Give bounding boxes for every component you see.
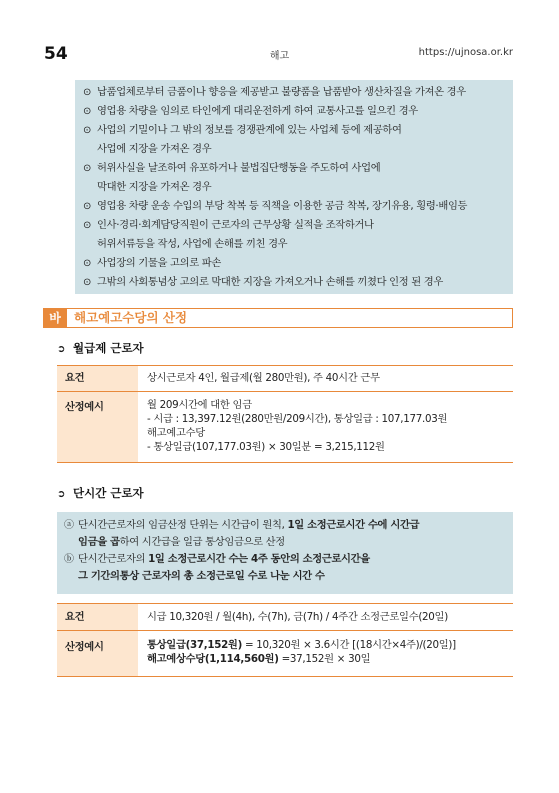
list-item-text: 사업장의 기물을 고의로 파손: [97, 257, 221, 269]
site-url[interactable]: https://ujnosa.or.kr: [418, 47, 513, 58]
monthly-heading: [57, 340, 144, 356]
hourly-table: [57, 603, 513, 677]
note-bold-text: 임금을 곱: [78, 536, 120, 548]
table-row: [57, 366, 513, 392]
circled-dot-bullet-icon: ⊙: [83, 258, 92, 269]
example-text: =37,152원 × 30일: [278, 653, 371, 665]
example-value: [138, 392, 513, 463]
example-label: 산정예시: [57, 392, 138, 463]
example-line: - 통상일급(107,177.03원) × 30일분 = 3,215,112원: [147, 441, 385, 453]
circled-dot-bullet-icon: ⊙: [83, 106, 92, 117]
arrow-bullet-icon: ➲: [57, 489, 66, 500]
page-number: 54: [44, 44, 68, 64]
condition-value: 상시근로자 4인, 월급제(월 280만원), 주 40시간 근무: [138, 366, 513, 392]
example-bold-text: 통상일급(37,152원): [147, 639, 242, 651]
dismissal-grounds-box: [75, 80, 513, 294]
circled-a-icon: ⓐ: [64, 520, 74, 531]
circled-dot-bullet-icon: ⊙: [83, 125, 92, 136]
example-text: = 10,320원 × 3.6시간 [(18시간×4주)/(20일)]: [241, 639, 456, 651]
hourly-heading: [57, 485, 144, 501]
list-item-text: 사업에 지장을 가져온 경우: [97, 143, 212, 155]
list-item-text: 영업용 차량을 임의로 타인에게 대리운전하게 하여 교통사고를 일으킨 경우: [97, 105, 418, 117]
note-bold-text: 그 기간의통상 근로자의 총 소정근로일 수로 나눈 시간 수: [78, 570, 325, 582]
list-item: [64, 551, 513, 585]
list-item: [83, 254, 513, 273]
note-text: 하여 시간급을 일급 통상임금으로 산정: [119, 536, 285, 548]
condition-label: 요건: [57, 604, 138, 631]
arrow-bullet-icon: ➲: [57, 344, 66, 355]
list-item: [83, 273, 513, 292]
list-item-text: 영업용 차량 운송 수입의 부당 착복 등 직책을 이용한 공금 착복, 장기유용, 횡령·배임등: [97, 200, 468, 212]
list-item-text: 허위사실을 날조하여 유포하거나 불법집단행동을 주도하여 사업에: [97, 162, 381, 174]
example-label: 산정예시: [57, 631, 138, 677]
list-item: [83, 197, 513, 216]
list-item: [64, 517, 513, 551]
condition-value: 시급 10,320원 / 월(4h), 수(7h), 금(7h) / 4주간 소정근로일수(20일): [138, 604, 513, 631]
section-title: 해고예고수당의 산정: [74, 310, 188, 325]
list-item: [83, 121, 513, 159]
circled-dot-bullet-icon: ⊙: [83, 163, 92, 174]
monthly-heading-text: 월급제 근로자: [73, 341, 144, 355]
list-item-text: 그밖의 사회통념상 고의로 막대한 지장을 가져오거나 손해를 끼쳤다 인정 된 경우: [97, 276, 443, 288]
note-text: 단시간근로자의: [78, 553, 149, 565]
monthly-table: [57, 365, 513, 463]
example-line: - 시급 : 13,397.12원(280만원/209시간), 통상일급 : 107,177.03원: [147, 413, 448, 425]
example-value: [138, 631, 513, 677]
section-badge: 바: [43, 308, 67, 328]
hourly-notes-box: [57, 512, 513, 594]
note-bold-text: 1일 소정근로시간 수에 시간급: [287, 519, 420, 531]
table-row: [57, 392, 513, 463]
list-item: [83, 216, 513, 254]
circled-dot-bullet-icon: ⊙: [83, 201, 92, 212]
list-item: [83, 159, 513, 197]
list-item: [83, 102, 513, 121]
circled-dot-bullet-icon: ⊙: [83, 277, 92, 288]
circled-dot-bullet-icon: ⊙: [83, 87, 92, 98]
example-bold-text: 해고예상수당(1,114,560원): [147, 653, 279, 665]
table-row: [57, 631, 513, 677]
list-item: [83, 83, 513, 102]
note-bold-text: 1일 소정근로시간 수는 4주 동안의 소정근로시간을: [148, 553, 370, 565]
list-item-text: 인사·경리·회계담당직원이 근로자의 근무상황 실적을 조작하거나: [97, 219, 374, 231]
example-line: 해고예고수당: [147, 427, 205, 439]
list-item-text: 막대한 지장을 가져온 경우: [97, 181, 212, 193]
table-row: [57, 604, 513, 631]
list-item-text: 사업의 기밀이나 그 밖의 정보를 경쟁관계에 있는 사업체 등에 제공하여: [97, 124, 402, 136]
circled-dot-bullet-icon: ⊙: [83, 220, 92, 231]
list-item-text: 허위서류등을 작성, 사업에 손해를 끼친 경우: [97, 238, 288, 250]
page-header: [0, 44, 559, 64]
condition-label: 요건: [57, 366, 138, 392]
note-text: 단시간근로자의 임금산정 단위는 시간급이 원칙,: [78, 519, 288, 531]
list-item-text: 납품업체로부터 금품이나 향응을 제공받고 불량품을 납품받아 생산차질을 가져온 경우: [97, 86, 466, 98]
hourly-heading-text: 단시간 근로자: [73, 486, 144, 500]
grounds-list: [75, 80, 513, 292]
example-line: 월 209시간에 대한 임금: [147, 399, 252, 411]
circled-b-icon: ⓑ: [64, 554, 74, 565]
section-title-bar: [43, 308, 513, 328]
chapter-title: 해고: [269, 51, 290, 62]
